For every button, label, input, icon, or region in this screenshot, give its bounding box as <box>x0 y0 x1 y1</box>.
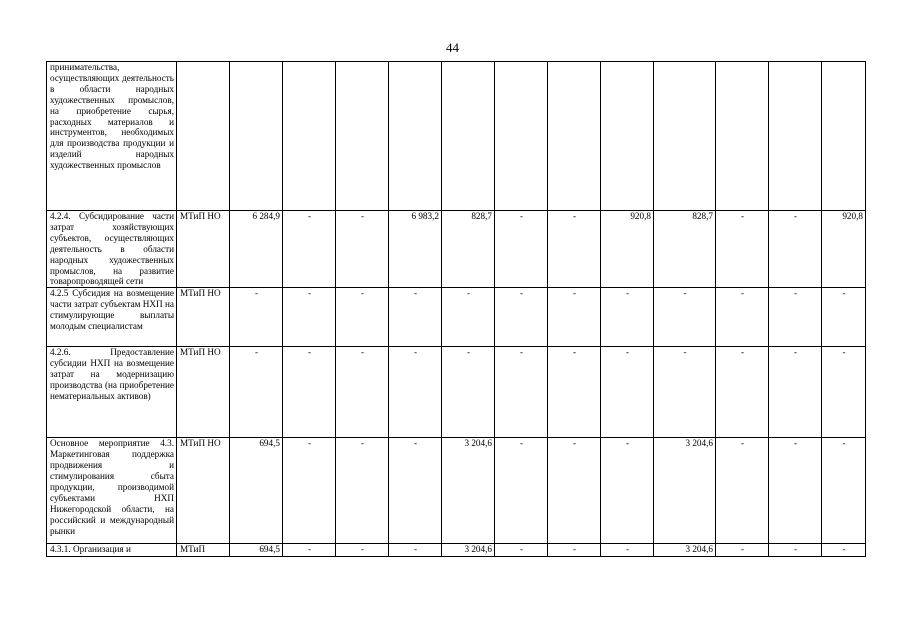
value-cell: - <box>389 288 442 347</box>
funding-table <box>46 61 866 557</box>
page-number: 44 <box>446 40 459 55</box>
value-cell: - <box>495 347 548 438</box>
value-cell: 3 204,6 <box>654 544 716 557</box>
value-cell <box>230 62 283 211</box>
value-cell: 828,7 <box>654 211 716 288</box>
value-cell: - <box>601 347 654 438</box>
activity-name-cell: 4.2.6. Предоставление субсидии НХП на возмещение затрат на модернизацию производства (на приобретение нематериальных активов) <box>47 347 177 438</box>
executor-cell <box>177 62 230 211</box>
activity-name-cell: 4.3.1. Организация и <box>47 544 177 557</box>
value-cell: 3 204,6 <box>442 438 495 544</box>
value-cell: - <box>716 544 769 557</box>
value-cell: - <box>336 544 389 557</box>
value-cell: - <box>716 347 769 438</box>
value-cell: - <box>769 347 822 438</box>
value-cell: - <box>716 211 769 288</box>
value-cell: - <box>389 544 442 557</box>
value-cell: - <box>769 438 822 544</box>
activity-name-cell: 4.2.4. Субсидирование части затрат хозяйствующих субъектов, осуществляющих деятельность в области народных художественных промыслов, на развитие товаропроводящей сети <box>47 211 177 288</box>
value-cell: - <box>769 544 822 557</box>
value-cell: - <box>230 288 283 347</box>
value-cell: - <box>495 438 548 544</box>
value-cell: - <box>495 211 548 288</box>
value-cell: - <box>495 288 548 347</box>
value-cell <box>822 62 866 211</box>
value-cell: - <box>283 438 336 544</box>
value-cell: - <box>601 544 654 557</box>
activity-name-cell: Основное мероприятие 4.3. Маркетинговая поддержка продвижения и стимулирования сбыта продукции, производимой субъектами НХП Нижегородской области, на российский и международный рынки <box>47 438 177 544</box>
executor-cell: МТиП НО <box>177 438 230 544</box>
value-cell: - <box>389 438 442 544</box>
value-cell <box>769 62 822 211</box>
table-row <box>47 62 866 211</box>
value-cell: - <box>336 438 389 544</box>
value-cell: - <box>822 438 866 544</box>
executor-cell: МТиП НО <box>177 288 230 347</box>
table-row <box>47 347 866 438</box>
value-cell: - <box>283 211 336 288</box>
value-cell <box>548 62 601 211</box>
value-cell: - <box>336 288 389 347</box>
value-cell: - <box>601 438 654 544</box>
value-cell: - <box>548 438 601 544</box>
executor-cell: МТиП НО <box>177 347 230 438</box>
value-cell: - <box>548 347 601 438</box>
value-cell <box>336 62 389 211</box>
value-cell: 694,5 <box>230 544 283 557</box>
executor-cell: МТиП НО <box>177 211 230 288</box>
table-row <box>47 438 866 544</box>
value-cell: - <box>822 544 866 557</box>
value-cell: 3 204,6 <box>654 438 716 544</box>
value-cell: - <box>654 288 716 347</box>
value-cell: - <box>548 544 601 557</box>
value-cell: - <box>442 288 495 347</box>
value-cell <box>654 62 716 211</box>
value-cell: 3 204,6 <box>442 544 495 557</box>
executor-cell: МТиП <box>177 544 230 557</box>
value-cell: - <box>230 347 283 438</box>
value-cell: 6 284,9 <box>230 211 283 288</box>
value-cell: - <box>716 288 769 347</box>
value-cell: - <box>654 347 716 438</box>
value-cell: 6 983,2 <box>389 211 442 288</box>
value-cell: - <box>769 288 822 347</box>
value-cell: - <box>283 544 336 557</box>
value-cell: - <box>822 347 866 438</box>
value-cell: 828,7 <box>442 211 495 288</box>
value-cell: - <box>336 211 389 288</box>
value-cell <box>442 62 495 211</box>
table-row <box>47 211 866 288</box>
value-cell: - <box>283 347 336 438</box>
value-cell: - <box>548 288 601 347</box>
value-cell: - <box>495 544 548 557</box>
value-cell <box>601 62 654 211</box>
table-row <box>47 288 866 347</box>
value-cell <box>716 62 769 211</box>
value-cell: - <box>442 347 495 438</box>
value-cell: - <box>769 211 822 288</box>
value-cell: 920,8 <box>822 211 866 288</box>
activity-name-cell: 4.2.5 Субсидия на возмещение части затрат субъектам НХП на стимулирующие выплаты молодым специалистам <box>47 288 177 347</box>
value-cell <box>495 62 548 211</box>
value-cell: - <box>283 288 336 347</box>
value-cell: - <box>822 288 866 347</box>
value-cell: 694,5 <box>230 438 283 544</box>
value-cell <box>283 62 336 211</box>
value-cell: - <box>601 288 654 347</box>
activity-name-cell: принимательства, осуществляющих деятельность в области народных художественных промыслов, на приобретение сырья, расходных материалов и инструментов, необходимых для производства продукции и изделий народных художественных промыслов <box>47 62 177 211</box>
value-cell <box>389 62 442 211</box>
value-cell: - <box>336 347 389 438</box>
value-cell: - <box>548 211 601 288</box>
value-cell: - <box>389 347 442 438</box>
value-cell: 920,8 <box>601 211 654 288</box>
value-cell: - <box>716 438 769 544</box>
table-row <box>47 544 866 557</box>
